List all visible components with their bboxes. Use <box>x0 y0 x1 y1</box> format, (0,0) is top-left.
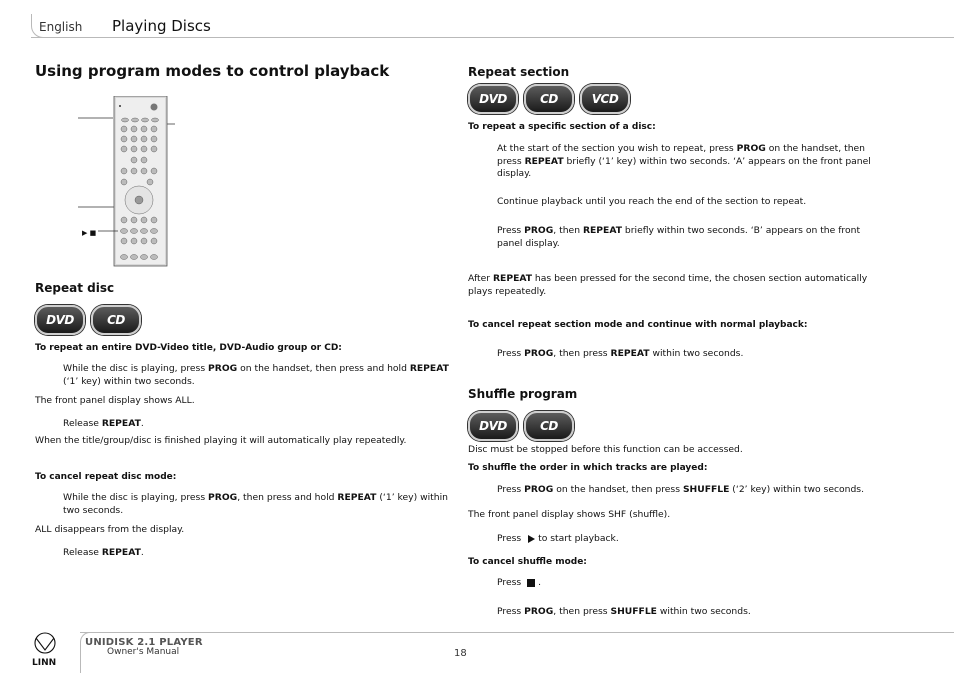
stop-icon <box>527 579 535 587</box>
linn-logo-text: LINN <box>32 658 57 668</box>
remote-control-icon <box>78 96 178 268</box>
repeat-section-step3: Press PROG, then REPEAT briefly within two seconds. ‘B’ appears on the front panel display. <box>497 225 861 249</box>
dvd-logo: DVD <box>468 84 518 114</box>
language-label: English <box>39 20 83 34</box>
repeat-disc-step3: Release REPEAT. <box>63 418 144 429</box>
play-icon <box>528 535 535 543</box>
vcd-logo: VCD <box>580 84 630 114</box>
cancel-repeat-disc-step2: Release REPEAT. <box>63 547 144 558</box>
repeat-disc-logos <box>35 305 141 335</box>
repeat-section-lead: To repeat a specific section of a disc: <box>468 122 656 132</box>
cancel-shuffle-step1: Press . <box>497 577 542 588</box>
linn-logo <box>31 632 61 668</box>
repeat-disc-behaviour: When the title/group/disc is finished playing it will automatically play repeatedly. <box>35 435 407 446</box>
footer-rule <box>80 632 954 633</box>
cd-logo: CD <box>524 411 574 441</box>
cd-logo: CD <box>91 305 141 335</box>
cancel-repeat-section-step: Press PROG, then press REPEAT within two seconds. <box>497 348 744 359</box>
cancel-shuffle-lead: To cancel shuffle mode: <box>468 557 587 567</box>
repeat-section-step2: Continue playback until you reach the end of the section to repeat. <box>497 196 807 207</box>
repeat-disc-display-note: The front panel display shows ALL. <box>35 395 195 406</box>
cancel-shuffle-step2: Press PROG, then press SHUFFLE within two seconds. <box>497 606 751 617</box>
repeat-disc-lead: To repeat an entire DVD-Video title, DVD-Audio group or CD: <box>35 343 342 353</box>
repeat-section-logos <box>468 84 630 114</box>
cancel-repeat-disc-lead: To cancel repeat disc mode: <box>35 472 177 482</box>
dvd-logo: DVD <box>468 411 518 441</box>
shuffle-precondition: Disc must be stopped before this function can be accessed. <box>468 444 743 455</box>
product-name: UNIDISK 2.1 PLAYER <box>85 637 203 648</box>
header-rule <box>31 37 954 38</box>
repeat-disc-heading: Repeat disc <box>35 281 115 295</box>
repeat-disc-step1: While the disc is playing, press PROG on the handset, then press and hold REPEAT (‘1’ key) within two seconds. <box>63 363 449 387</box>
cancel-repeat-section-lead: To cancel repeat section mode and continue with normal playback: <box>468 320 808 330</box>
section-title: Playing Discs <box>112 17 211 35</box>
linn-logo-icon <box>31 632 61 668</box>
shuffle-step2: Press to start playback. <box>497 533 619 544</box>
shuffle-heading: Shuffle program <box>468 387 578 401</box>
remote-illustration <box>78 96 178 268</box>
manual-label: Owner's Manual <box>107 647 180 657</box>
dvd-logo: DVD <box>35 305 85 335</box>
repeat-section-behaviour: After REPEAT has been pressed for the second time, the chosen section automatically plays repeatedly. <box>468 273 868 297</box>
repeat-section-step1: At the start of the section you wish to repeat, press PROG on the handset, then press REPEAT briefly (‘1’ key) within two seconds. ‘A’ appears on the front panel display. <box>497 143 871 179</box>
shuffle-lead: To shuffle the order in which tracks are played: <box>468 463 708 473</box>
shuffle-step1: Press PROG on the handset, then press SHUFFLE (‘2’ key) within two seconds. <box>497 484 865 495</box>
page-number: 18 <box>454 648 467 659</box>
cd-logo: CD <box>524 84 574 114</box>
cancel-repeat-disc-step1: While the disc is playing, press PROG, then press and hold REPEAT (‘1’ key) within two seconds. <box>63 492 448 516</box>
shuffle-logos <box>468 411 574 441</box>
repeat-section-heading: Repeat section <box>468 65 570 79</box>
shuffle-display-note: The front panel display shows SHF (shuffle). <box>468 509 671 520</box>
remote-play-stop-callout: ▶ ■ <box>82 229 97 237</box>
page-title: Using program modes to control playback <box>35 62 390 80</box>
cancel-repeat-disc-display-note: ALL disappears from the display. <box>35 524 185 535</box>
